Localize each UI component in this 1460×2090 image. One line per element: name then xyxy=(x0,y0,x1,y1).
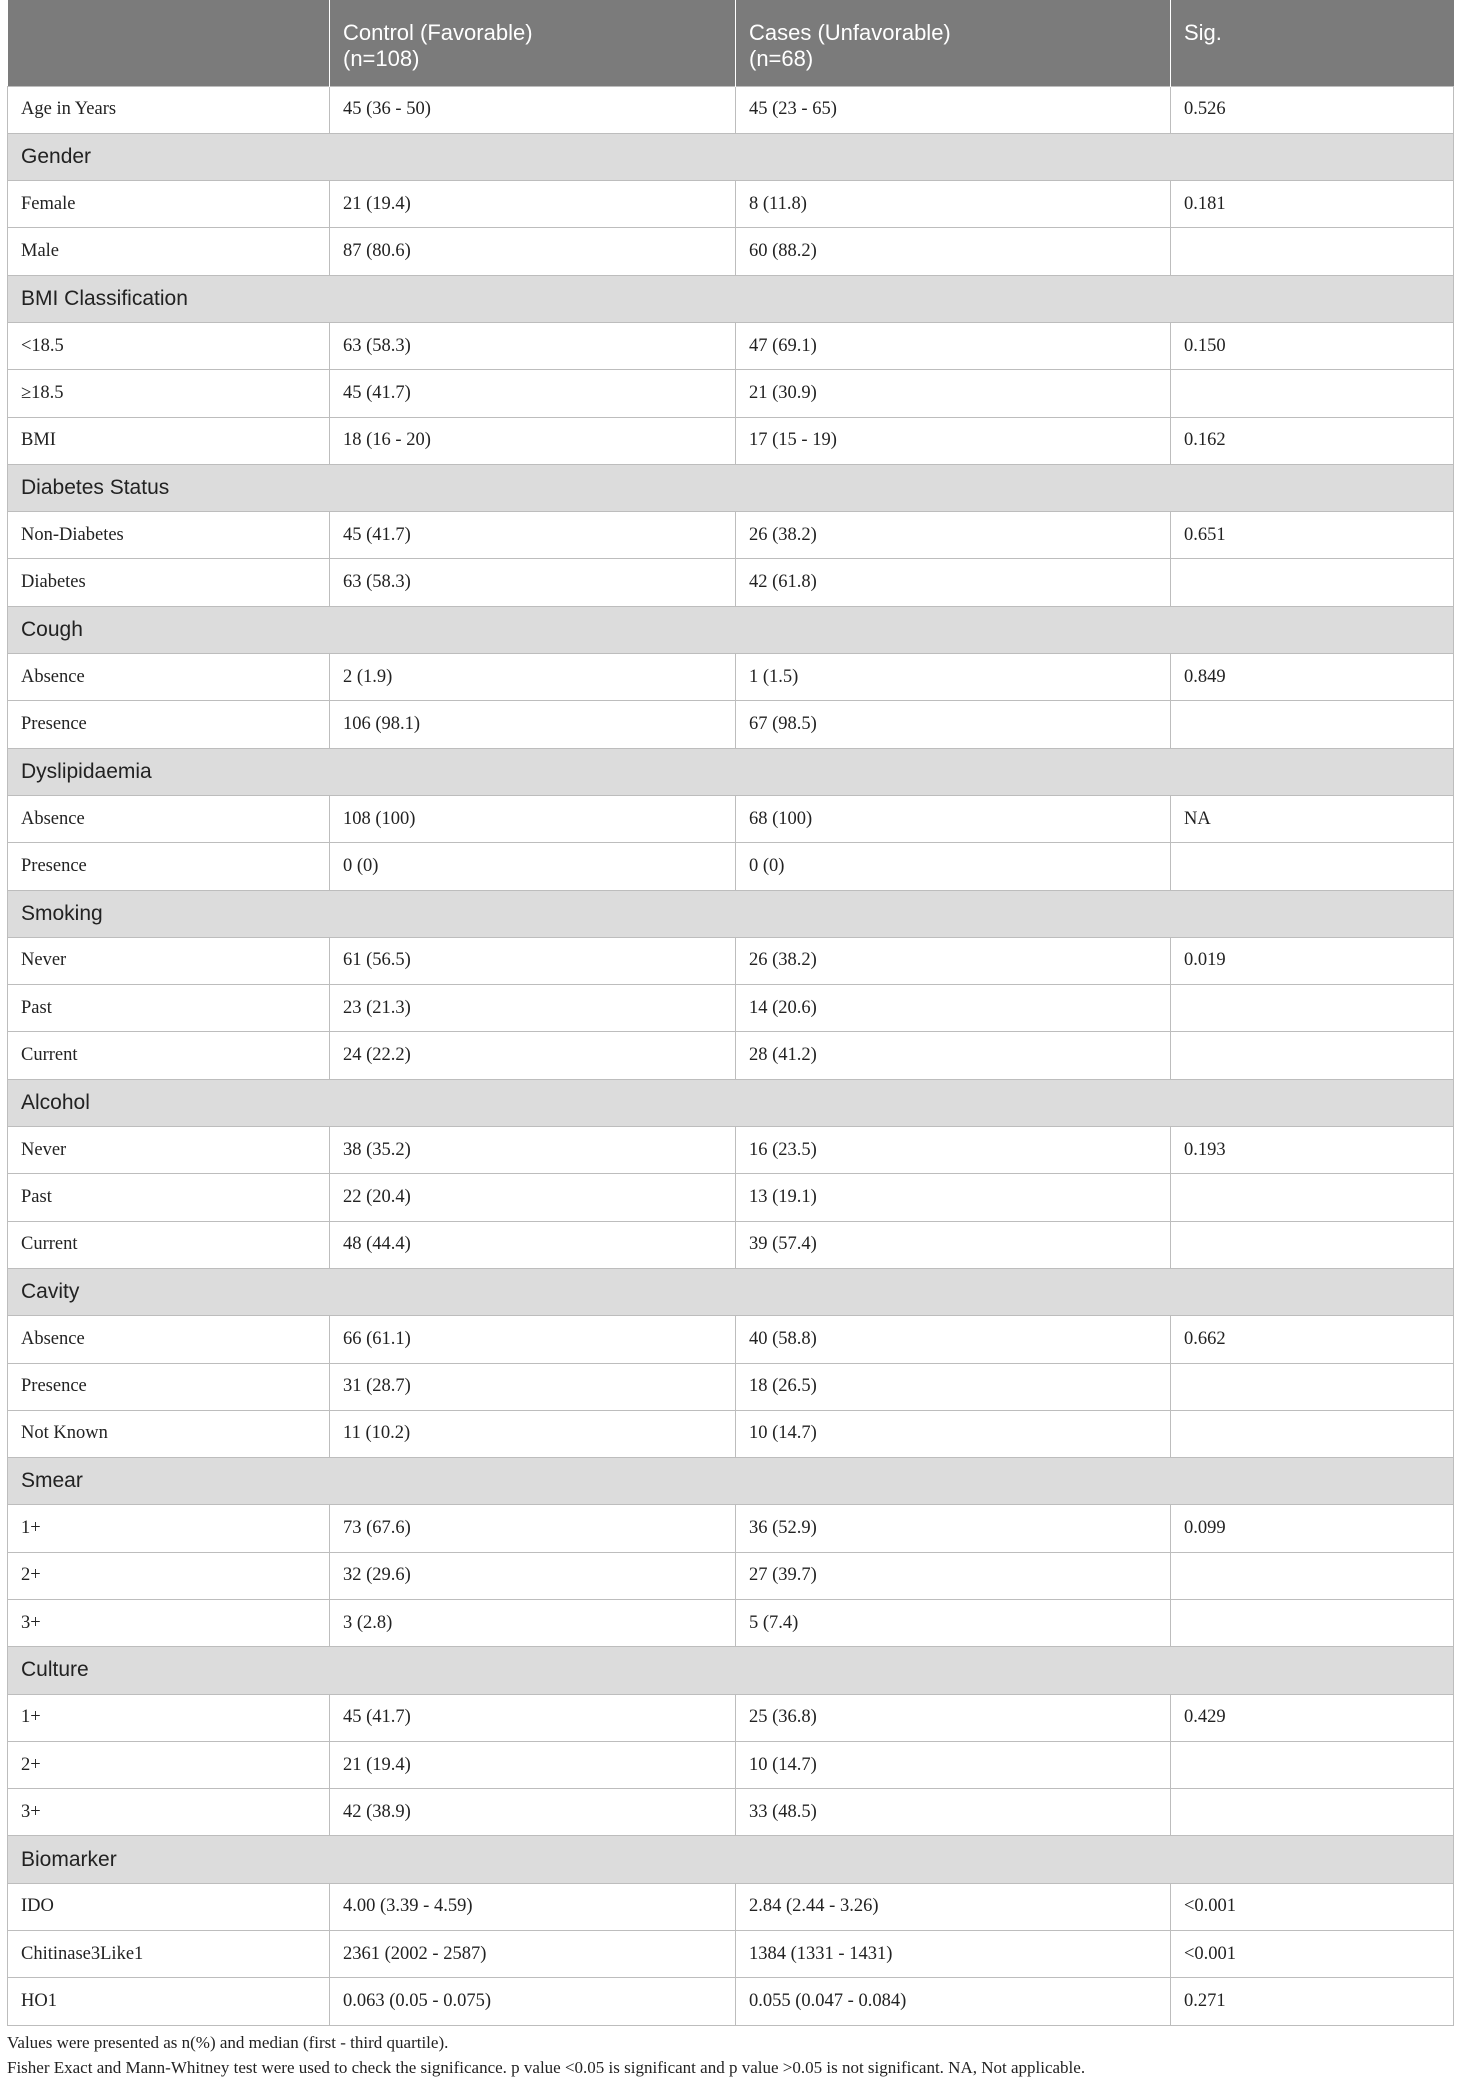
header-control-line2: (n=108) xyxy=(343,46,420,71)
cell-control: 106 (98.1) xyxy=(330,701,736,748)
cell-variable: Age in Years xyxy=(8,86,330,133)
cell-control: 73 (67.6) xyxy=(330,1505,736,1552)
cell-control: 45 (36 - 50) xyxy=(330,86,736,133)
cell-control: 4.00 (3.39 - 4.59) xyxy=(330,1883,736,1930)
table-row xyxy=(8,559,1454,606)
cell-variable: HO1 xyxy=(8,1978,330,2025)
cell-variable: Male xyxy=(8,228,330,275)
cell-significance: 0.849 xyxy=(1171,654,1454,701)
cell-significance: 0.162 xyxy=(1171,417,1454,464)
section-row xyxy=(8,606,1454,653)
cell-control: 0 (0) xyxy=(330,843,736,890)
cell-cases: 17 (15 - 19) xyxy=(736,417,1171,464)
section-label: Diabetes Status xyxy=(8,464,1454,511)
table-row xyxy=(8,228,1454,275)
cell-significance xyxy=(1171,228,1454,275)
table-row xyxy=(8,1552,1454,1599)
cell-significance: 0.099 xyxy=(1171,1505,1454,1552)
cell-significance xyxy=(1171,370,1454,417)
cell-control: 21 (19.4) xyxy=(330,1741,736,1788)
cell-control: 63 (58.3) xyxy=(330,559,736,606)
section-label: Smear xyxy=(8,1458,1454,1505)
table-row xyxy=(8,843,1454,890)
cell-variable: Not Known xyxy=(8,1410,330,1457)
cell-variable: Non-Diabetes xyxy=(8,512,330,559)
cell-control: 21 (19.4) xyxy=(330,181,736,228)
cell-cases: 67 (98.5) xyxy=(736,701,1171,748)
section-label: BMI Classification xyxy=(8,275,1454,322)
table-row xyxy=(8,1032,1454,1079)
cell-variable: Absence xyxy=(8,654,330,701)
cell-control: 23 (21.3) xyxy=(330,985,736,1032)
cell-significance xyxy=(1171,1221,1454,1268)
cell-cases: 25 (36.8) xyxy=(736,1694,1171,1741)
cell-cases: 8 (11.8) xyxy=(736,181,1171,228)
cell-significance: 0.429 xyxy=(1171,1694,1454,1741)
table-footnotes xyxy=(7,2030,1453,2080)
cell-cases: 18 (26.5) xyxy=(736,1363,1171,1410)
cell-variable: 1+ xyxy=(8,1694,330,1741)
cell-variable: 3+ xyxy=(8,1600,330,1647)
cell-variable: 1+ xyxy=(8,1505,330,1552)
cell-control: 11 (10.2) xyxy=(330,1410,736,1457)
table-row xyxy=(8,181,1454,228)
table-row xyxy=(8,985,1454,1032)
cell-cases: 26 (38.2) xyxy=(736,512,1171,559)
cell-cases: 60 (88.2) xyxy=(736,228,1171,275)
header-control-line1: Control (Favorable) xyxy=(343,20,533,45)
cell-cases: 1384 (1331 - 1431) xyxy=(736,1931,1171,1978)
cell-variable: BMI xyxy=(8,417,330,464)
table-row xyxy=(8,1883,1454,1930)
cell-variable: 3+ xyxy=(8,1789,330,1836)
cell-cases: 39 (57.4) xyxy=(736,1221,1171,1268)
section-label: Cough xyxy=(8,606,1454,653)
cell-variable: Absence xyxy=(8,795,330,842)
table-row xyxy=(8,370,1454,417)
section-label: Cavity xyxy=(8,1268,1454,1315)
cell-cases: 5 (7.4) xyxy=(736,1600,1171,1647)
cell-cases: 47 (69.1) xyxy=(736,322,1171,369)
results-table xyxy=(7,0,1454,2026)
cell-significance xyxy=(1171,1032,1454,1079)
table-row xyxy=(8,937,1454,984)
cell-control: 0.063 (0.05 - 0.075) xyxy=(330,1978,736,2025)
table-row xyxy=(8,654,1454,701)
cell-variable: IDO xyxy=(8,1883,330,1930)
cell-significance xyxy=(1171,701,1454,748)
cell-cases: 10 (14.7) xyxy=(736,1741,1171,1788)
cell-significance: <0.001 xyxy=(1171,1883,1454,1930)
table-row xyxy=(8,1127,1454,1174)
section-label: Culture xyxy=(8,1647,1454,1694)
cell-cases: 16 (23.5) xyxy=(736,1127,1171,1174)
table-row xyxy=(8,1694,1454,1741)
cell-variable: 2+ xyxy=(8,1741,330,1788)
cell-significance xyxy=(1171,1174,1454,1221)
cell-significance xyxy=(1171,559,1454,606)
cell-cases: 21 (30.9) xyxy=(736,370,1171,417)
cell-variable: Current xyxy=(8,1032,330,1079)
cell-control: 66 (61.1) xyxy=(330,1316,736,1363)
cell-significance xyxy=(1171,1789,1454,1836)
cell-cases: 27 (39.7) xyxy=(736,1552,1171,1599)
cell-control: 32 (29.6) xyxy=(330,1552,736,1599)
cell-control: 18 (16 - 20) xyxy=(330,417,736,464)
header-cases-line1: Cases (Unfavorable) xyxy=(749,20,951,45)
cell-cases: 33 (48.5) xyxy=(736,1789,1171,1836)
cell-variable: ≥18.5 xyxy=(8,370,330,417)
cell-significance: 0.181 xyxy=(1171,181,1454,228)
cell-variable: Presence xyxy=(8,1363,330,1410)
cell-significance: NA xyxy=(1171,795,1454,842)
cell-control: 22 (20.4) xyxy=(330,1174,736,1221)
table-row xyxy=(8,701,1454,748)
cell-cases: 40 (58.8) xyxy=(736,1316,1171,1363)
header-cases xyxy=(736,0,1171,86)
table-row xyxy=(8,1600,1454,1647)
cell-control: 45 (41.7) xyxy=(330,512,736,559)
table-row xyxy=(8,1363,1454,1410)
cell-control: 42 (38.9) xyxy=(330,1789,736,1836)
cell-variable: Diabetes xyxy=(8,559,330,606)
cell-variable: Past xyxy=(8,1174,330,1221)
table-row xyxy=(8,1316,1454,1363)
table-row xyxy=(8,1789,1454,1836)
section-label: Biomarker xyxy=(8,1836,1454,1883)
cell-cases: 10 (14.7) xyxy=(736,1410,1171,1457)
header-significance-line1: Sig. xyxy=(1184,20,1222,45)
cell-significance xyxy=(1171,843,1454,890)
cell-significance xyxy=(1171,985,1454,1032)
cell-variable: Current xyxy=(8,1221,330,1268)
table-row xyxy=(8,1978,1454,2025)
cell-variable: Presence xyxy=(8,843,330,890)
cell-cases: 26 (38.2) xyxy=(736,937,1171,984)
table-row xyxy=(8,322,1454,369)
section-row xyxy=(8,890,1454,937)
cell-significance: 0.662 xyxy=(1171,1316,1454,1363)
cell-control: 45 (41.7) xyxy=(330,370,736,417)
table-row xyxy=(8,1505,1454,1552)
cell-cases: 0 (0) xyxy=(736,843,1171,890)
cell-significance xyxy=(1171,1363,1454,1410)
cell-control: 45 (41.7) xyxy=(330,1694,736,1741)
table-row xyxy=(8,512,1454,559)
table-row xyxy=(8,1174,1454,1221)
cell-significance: <0.001 xyxy=(1171,1931,1454,1978)
cell-variable: Female xyxy=(8,181,330,228)
cell-control: 87 (80.6) xyxy=(330,228,736,275)
header-control xyxy=(330,0,736,86)
header-variable xyxy=(8,0,330,86)
section-label: Gender xyxy=(8,133,1454,180)
cell-cases: 68 (100) xyxy=(736,795,1171,842)
table-row xyxy=(8,1741,1454,1788)
section-label: Smoking xyxy=(8,890,1454,937)
cell-significance: 0.150 xyxy=(1171,322,1454,369)
cell-cases: 2.84 (2.44 - 3.26) xyxy=(736,1883,1171,1930)
section-row xyxy=(8,133,1454,180)
footnote: Values were presented as n(%) and median (first - third quartile). xyxy=(7,2033,449,2052)
cell-control: 108 (100) xyxy=(330,795,736,842)
cell-control: 3 (2.8) xyxy=(330,1600,736,1647)
section-row xyxy=(8,1079,1454,1126)
section-row xyxy=(8,464,1454,511)
cell-variable: Chitinase3Like1 xyxy=(8,1931,330,1978)
header-cases-line2: (n=68) xyxy=(749,46,814,71)
cell-variable: Past xyxy=(8,985,330,1032)
table-row xyxy=(8,795,1454,842)
cell-cases: 14 (20.6) xyxy=(736,985,1171,1032)
cell-significance xyxy=(1171,1410,1454,1457)
cell-significance: 0.193 xyxy=(1171,1127,1454,1174)
table-row xyxy=(8,1221,1454,1268)
section-row xyxy=(8,1836,1454,1883)
cell-cases: 45 (23 - 65) xyxy=(736,86,1171,133)
cell-cases: 36 (52.9) xyxy=(736,1505,1171,1552)
table-body xyxy=(8,86,1454,2025)
cell-cases: 0.055 (0.047 - 0.084) xyxy=(736,1978,1171,2025)
section-row xyxy=(8,1458,1454,1505)
cell-significance: 0.271 xyxy=(1171,1978,1454,2025)
results-table-container xyxy=(7,0,1453,2026)
section-label: Alcohol xyxy=(8,1079,1454,1126)
cell-control: 61 (56.5) xyxy=(330,937,736,984)
cell-variable: Never xyxy=(8,1127,330,1174)
section-row xyxy=(8,1268,1454,1315)
cell-cases: 28 (41.2) xyxy=(736,1032,1171,1079)
cell-control: 31 (28.7) xyxy=(330,1363,736,1410)
cell-cases: 42 (61.8) xyxy=(736,559,1171,606)
table-row xyxy=(8,417,1454,464)
cell-control: 38 (35.2) xyxy=(330,1127,736,1174)
cell-significance xyxy=(1171,1552,1454,1599)
table-header xyxy=(8,0,1454,86)
table-row xyxy=(8,86,1454,133)
cell-significance xyxy=(1171,1741,1454,1788)
cell-control: 2361 (2002 - 2587) xyxy=(330,1931,736,1978)
cell-control: 63 (58.3) xyxy=(330,322,736,369)
header-significance xyxy=(1171,0,1454,86)
cell-cases: 13 (19.1) xyxy=(736,1174,1171,1221)
section-row xyxy=(8,1647,1454,1694)
table-row xyxy=(8,1410,1454,1457)
cell-control: 24 (22.2) xyxy=(330,1032,736,1079)
table-row xyxy=(8,1931,1454,1978)
cell-variable: Presence xyxy=(8,701,330,748)
cell-significance xyxy=(1171,1600,1454,1647)
footnote: Fisher Exact and Mann-Whitney test were used to check the significance. p value <0.05 is significant and p value >0.05 is not significant. NA, Not applicable. xyxy=(7,2058,1086,2077)
cell-variable: <18.5 xyxy=(8,322,330,369)
section-label: Dyslipidaemia xyxy=(8,748,1454,795)
section-row xyxy=(8,748,1454,795)
cell-significance: 0.651 xyxy=(1171,512,1454,559)
cell-variable: Absence xyxy=(8,1316,330,1363)
header-row xyxy=(8,0,1454,86)
cell-control: 2 (1.9) xyxy=(330,654,736,701)
cell-significance: 0.526 xyxy=(1171,86,1454,133)
cell-significance: 0.019 xyxy=(1171,937,1454,984)
cell-cases: 1 (1.5) xyxy=(736,654,1171,701)
cell-variable: 2+ xyxy=(8,1552,330,1599)
cell-control: 48 (44.4) xyxy=(330,1221,736,1268)
cell-variable: Never xyxy=(8,937,330,984)
section-row xyxy=(8,275,1454,322)
